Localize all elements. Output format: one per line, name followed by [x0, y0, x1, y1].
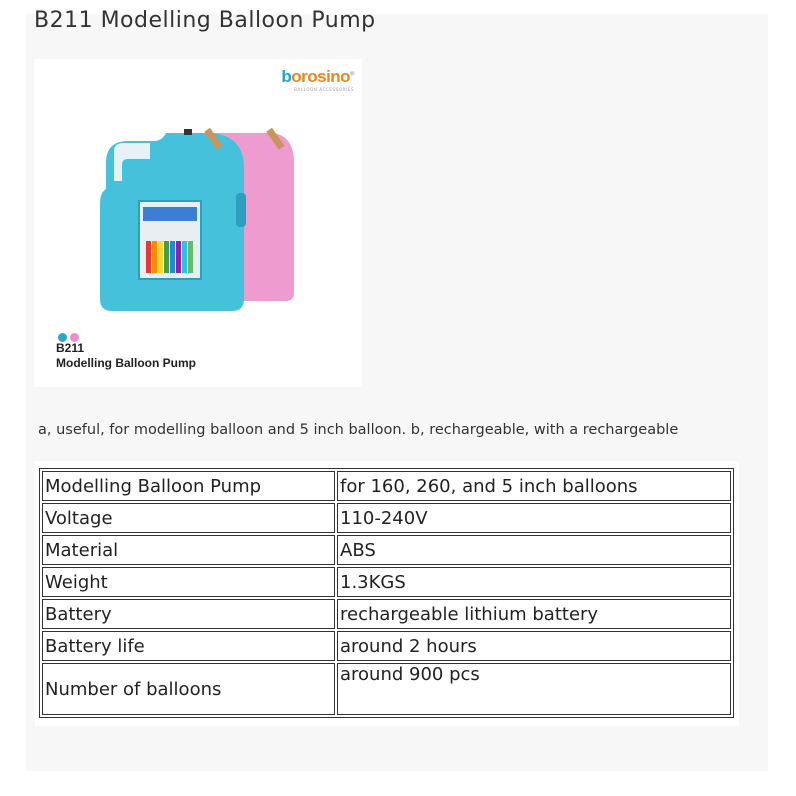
spec-label: Battery	[42, 599, 335, 629]
blue-pump	[100, 128, 246, 311]
spec-value: for 160, 260, and 5 inch balloons	[337, 471, 731, 501]
logo-letter: b	[281, 67, 292, 86]
spec-label: Material	[42, 535, 335, 565]
table-row	[42, 471, 731, 501]
spec-label: Battery life	[42, 631, 335, 661]
table-row	[42, 503, 731, 533]
logo-subtitle: BALLOON ACCESSORIES	[294, 87, 354, 92]
spec-label: Weight	[42, 567, 335, 597]
spec-label: Number of balloons	[42, 663, 335, 715]
product-description: a, useful, for modelling balloon and 5 inch balloon. b, rechargeable, with a rechargeable	[38, 422, 679, 438]
spec-value: rechargeable lithium battery	[337, 599, 731, 629]
spec-value: ABS	[337, 535, 731, 565]
table-row	[42, 567, 731, 597]
spec-label: Modelling Balloon Pump	[42, 471, 335, 501]
spec-value: around 2 hours	[337, 631, 731, 661]
spec-value: 110-240V	[337, 503, 731, 533]
logo-text: orosino	[291, 67, 351, 86]
table-row	[42, 535, 731, 565]
brand-logo	[281, 67, 354, 92]
spec-table-container	[35, 461, 739, 726]
page-title: B211 Modelling Balloon Pump	[34, 8, 376, 33]
product-image-card	[34, 59, 362, 387]
spec-value: around 900 pcs	[337, 663, 731, 715]
pump-illustration	[94, 123, 304, 323]
table-row	[42, 599, 731, 629]
registered-mark: ®	[350, 71, 354, 78]
spec-table	[39, 468, 734, 718]
table-row	[42, 663, 731, 715]
spec-label: Voltage	[42, 503, 335, 533]
spec-value: 1.3KGS	[337, 567, 731, 597]
card-model-number: B211	[56, 341, 85, 355]
card-product-name: Modelling Balloon Pump	[56, 356, 196, 370]
table-row	[42, 631, 731, 661]
